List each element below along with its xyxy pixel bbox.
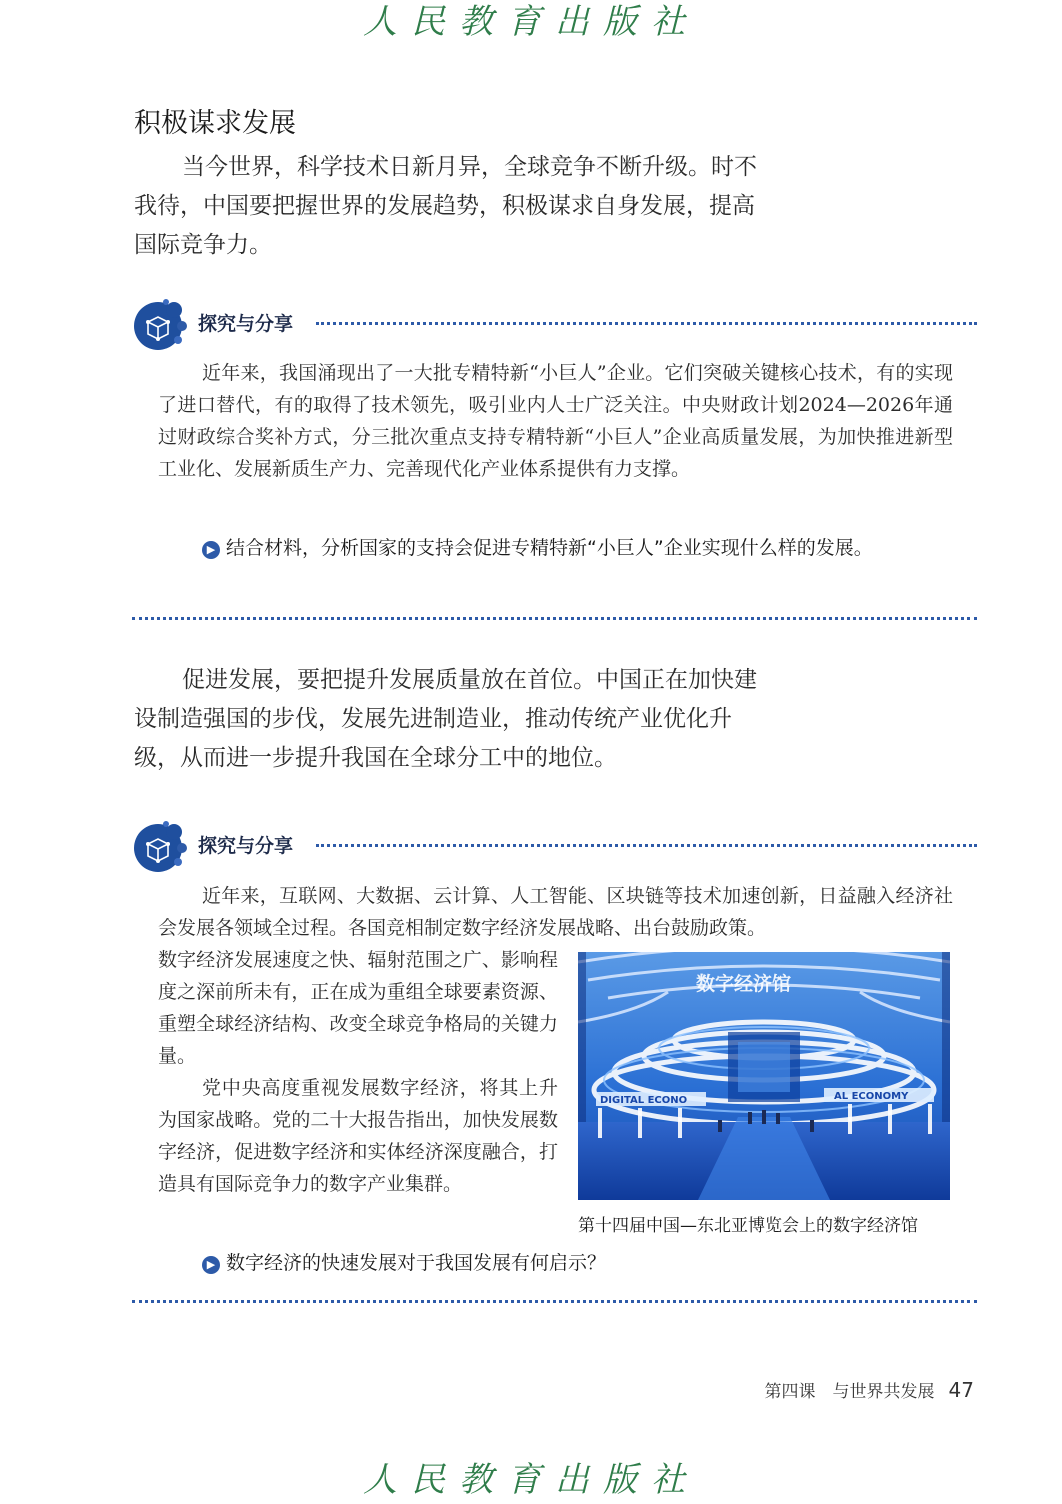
digital-economy-hall-photo (578, 952, 950, 1200)
inquiry-box-title: 探究与分享 (198, 313, 294, 335)
lesson-title: 第四课 与世界共发展 (764, 1382, 935, 1402)
publisher-watermark-bottom: 人民教育出版社 (363, 1460, 699, 1500)
dotted-rule (316, 322, 977, 325)
box1-bottom-rule (132, 617, 977, 620)
intro-paragraph: 当今世界，科学技术日新月异，全球竞争不断升级。时不我待，中国要把握世界的发展趋势，积极谋求自身发展，提高国际竞争力。 (134, 154, 757, 258)
publisher-watermark-top: 人民教育出版社 (363, 2, 699, 42)
box1-question-text: 结合材料，分析国家的支持会促进专精特新“小巨人”企业实现什么样的发展。 (226, 537, 873, 559)
photo-sign-text: 数字经济馆 (696, 973, 792, 995)
section-title: 积极谋求发展 (134, 108, 296, 139)
dotted-rule (316, 844, 977, 847)
box2-material-3: 党中央高度重视发展数字经济，将其上升为国家战略。党的二十大报告指出，加快发展数字经济，促进数字经济和实体经济深度融合，打造具有国际竞争力的数字产业集群。 (158, 1077, 558, 1195)
box2-question-text: 数字经济的快速发展对于我国发展有何启示？ (226, 1252, 607, 1274)
box1-material: 近年来，我国涌现出了一大批专精特新“小巨人”企业。它们突破关键核心技术，有的实现了进口替代，有的取得了技术领先，吸引业内人士广泛关注。中央财政计划2024—2026年通过财政综合奖补方式，分三批次重点支持专精特新“小巨人”企业高质量发展，为加快推进新型工业化、发展新质生产力、完善现代化产业体系提供有力支撑。 (158, 362, 953, 480)
inquiry-box-title: 探究与分享 (198, 835, 294, 857)
development-paragraph: 促进发展，要把提升发展质量放在首位。中国正在加快建设制造强国的步伐，发展先进制造业，推动传统产业优化升级，从而进一步提升我国在全球分工中的地位。 (134, 667, 757, 771)
box2-material-1: 近年来，互联网、大数据、云计算、人工智能、区块链等技术加速创新，日益融入经济社会发展各领域全过程。各国竞相制定数字经济发展战略、出台鼓励政策。 (158, 885, 953, 939)
box2-question (158, 1247, 958, 1279)
inquiry-box-header-1 (132, 296, 977, 352)
page-footer (765, 1376, 974, 1406)
box1-question (158, 532, 958, 564)
photo-banner-right: AL ECONOMY (834, 1091, 909, 1102)
cube-explore-icon (132, 296, 188, 352)
page-number: 47 (948, 1378, 974, 1402)
photo-caption: 第十四届中国—东北亚博览会上的数字经济馆 (578, 1216, 918, 1236)
box2-bottom-rule (132, 1300, 977, 1303)
cube-explore-icon (132, 818, 188, 874)
play-arrow-icon: ▶ (202, 541, 220, 559)
inquiry-box-header-2 (132, 818, 977, 874)
box2-material-2: 数字经济发展速度之快、辐射范围之广、影响程度之深前所未有，正在成为重组全球要素资源、重塑全球经济结构、改变全球竞争格局的关键力量。 (158, 949, 558, 1067)
play-arrow-icon: ▶ (202, 1256, 220, 1274)
hall-illustration (578, 952, 950, 1200)
photo-banner-left: DIGITAL ECONO (600, 1095, 688, 1106)
